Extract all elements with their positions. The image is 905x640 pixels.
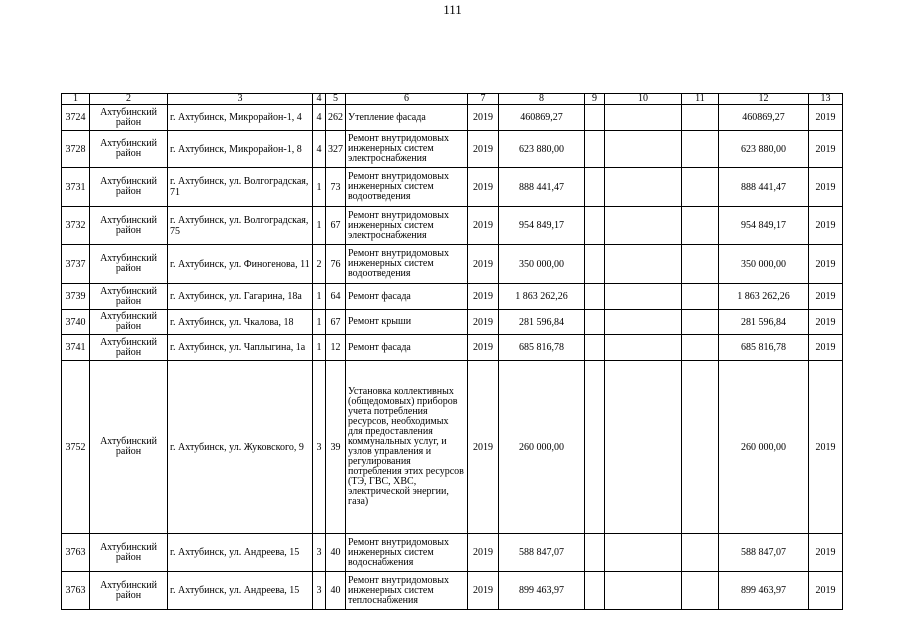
column-11-cell — [682, 284, 719, 310]
district-cell: Ахтубинский район — [90, 361, 168, 534]
address-cell: г. Ахтубинск, ул. Жуковского, 9 — [168, 361, 313, 534]
column-11-cell — [682, 572, 719, 610]
row-number: 3740 — [62, 310, 90, 335]
column-11-cell — [682, 207, 719, 245]
column-11-cell — [682, 534, 719, 572]
column-5-cell: 76 — [326, 245, 346, 284]
column-4-cell: 3 — [313, 534, 326, 572]
column-4-cell: 2 — [313, 245, 326, 284]
year-cell: 2019 — [468, 284, 499, 310]
year-cell: 2019 — [468, 361, 499, 534]
row-number: 3763 — [62, 572, 90, 610]
year-cell: 2019 — [468, 131, 499, 168]
year-cell: 2019 — [468, 168, 499, 207]
table-row — [62, 572, 843, 610]
table-row — [62, 245, 843, 284]
end-year-cell: 2019 — [809, 361, 843, 534]
total-cell: 954 849,17 — [719, 207, 809, 245]
table-row — [62, 207, 843, 245]
column-5-cell: 327 — [326, 131, 346, 168]
table-row — [62, 168, 843, 207]
column-11-cell — [682, 310, 719, 335]
district-cell: Ахтубинский район — [90, 310, 168, 335]
column-header: 2 — [90, 94, 168, 105]
column-9-cell — [585, 534, 605, 572]
row-number: 3732 — [62, 207, 90, 245]
end-year-cell: 2019 — [809, 245, 843, 284]
district-cell: Ахтубинский район — [90, 284, 168, 310]
end-year-cell: 2019 — [809, 207, 843, 245]
total-cell: 888 441,47 — [719, 168, 809, 207]
amount-cell: 588 847,07 — [499, 534, 585, 572]
amount-cell: 460869,27 — [499, 105, 585, 131]
work-type-cell: Ремонт крыши — [346, 310, 468, 335]
column-9-cell — [585, 572, 605, 610]
column-10-cell — [605, 361, 682, 534]
column-9-cell — [585, 168, 605, 207]
work-type-cell: Установка коллективных (общедомовых) приборов учета потребления ресурсов, необходимых для предоставления коммунальных услуг, и узлов управления и регулирования потребления этих ресурсов (ТЭ, ГВС, ХВС, электрической энергии, газа) — [346, 361, 468, 534]
column-header: 5 — [326, 94, 346, 105]
column-11-cell — [682, 168, 719, 207]
amount-cell: 888 441,47 — [499, 168, 585, 207]
district-cell: Ахтубинский район — [90, 207, 168, 245]
header-row — [62, 94, 843, 105]
work-type-cell: Ремонт внутридомовых инженерных систем водоотведения — [346, 245, 468, 284]
column-11-cell — [682, 335, 719, 361]
column-header: 13 — [809, 94, 843, 105]
address-cell: г. Ахтубинск, ул. Волгоградская, 75 — [168, 207, 313, 245]
table-row — [62, 534, 843, 572]
column-header: 4 — [313, 94, 326, 105]
work-type-cell: Ремонт внутридомовых инженерных систем теплоснабжения — [346, 572, 468, 610]
column-10-cell — [605, 335, 682, 361]
column-5-cell: 67 — [326, 310, 346, 335]
address-cell: г. Ахтубинск, ул. Волгоградская, 71 — [168, 168, 313, 207]
row-number: 3728 — [62, 131, 90, 168]
total-cell: 685 816,78 — [719, 335, 809, 361]
column-header: 6 — [346, 94, 468, 105]
column-4-cell: 3 — [313, 572, 326, 610]
column-header: 11 — [682, 94, 719, 105]
column-5-cell: 64 — [326, 284, 346, 310]
year-cell: 2019 — [468, 534, 499, 572]
column-11-cell — [682, 361, 719, 534]
column-4-cell: 1 — [313, 207, 326, 245]
column-10-cell — [605, 534, 682, 572]
column-5-cell: 40 — [326, 534, 346, 572]
year-cell: 2019 — [468, 245, 499, 284]
work-type-cell: Ремонт фасада — [346, 284, 468, 310]
work-type-cell: Утепление фасада — [346, 105, 468, 131]
column-10-cell — [605, 131, 682, 168]
column-4-cell: 1 — [313, 168, 326, 207]
table-row — [62, 310, 843, 335]
amount-cell: 685 816,78 — [499, 335, 585, 361]
year-cell: 2019 — [468, 572, 499, 610]
table-row — [62, 105, 843, 131]
address-cell: г. Ахтубинск, ул. Андреева, 15 — [168, 534, 313, 572]
end-year-cell: 2019 — [809, 572, 843, 610]
amount-cell: 350 000,00 — [499, 245, 585, 284]
amount-cell: 1 863 262,26 — [499, 284, 585, 310]
column-header: 12 — [719, 94, 809, 105]
district-cell: Ахтубинский район — [90, 534, 168, 572]
work-type-cell: Ремонт фасада — [346, 335, 468, 361]
end-year-cell: 2019 — [809, 310, 843, 335]
work-type-cell: Ремонт внутридомовых инженерных систем электроснабжения — [346, 131, 468, 168]
column-5-cell: 262 — [326, 105, 346, 131]
column-5-cell: 67 — [326, 207, 346, 245]
total-cell: 260 000,00 — [719, 361, 809, 534]
column-10-cell — [605, 207, 682, 245]
work-type-cell: Ремонт внутридомовых инженерных систем водоснабжения — [346, 534, 468, 572]
column-9-cell — [585, 284, 605, 310]
column-9-cell — [585, 105, 605, 131]
total-cell: 899 463,97 — [719, 572, 809, 610]
column-9-cell — [585, 131, 605, 168]
capital-repair-table — [61, 93, 843, 610]
address-cell: г. Ахтубинск, Микрорайон-1, 4 — [168, 105, 313, 131]
end-year-cell: 2019 — [809, 131, 843, 168]
row-number: 3752 — [62, 361, 90, 534]
amount-cell: 899 463,97 — [499, 572, 585, 610]
end-year-cell: 2019 — [809, 284, 843, 310]
column-header: 10 — [605, 94, 682, 105]
table-row — [62, 335, 843, 361]
row-number: 3739 — [62, 284, 90, 310]
end-year-cell: 2019 — [809, 105, 843, 131]
column-4-cell: 1 — [313, 284, 326, 310]
district-cell: Ахтубинский район — [90, 168, 168, 207]
column-11-cell — [682, 105, 719, 131]
row-number: 3731 — [62, 168, 90, 207]
end-year-cell: 2019 — [809, 534, 843, 572]
address-cell: г. Ахтубинск, ул. Чкалова, 18 — [168, 310, 313, 335]
column-4-cell: 1 — [313, 335, 326, 361]
end-year-cell: 2019 — [809, 168, 843, 207]
column-4-cell: 3 — [313, 361, 326, 534]
total-cell: 1 863 262,26 — [719, 284, 809, 310]
column-4-cell: 1 — [313, 310, 326, 335]
table-row — [62, 131, 843, 168]
amount-cell: 954 849,17 — [499, 207, 585, 245]
column-header: 1 — [62, 94, 90, 105]
column-4-cell: 4 — [313, 105, 326, 131]
page-number: 111 — [443, 2, 462, 17]
year-cell: 2019 — [468, 335, 499, 361]
column-5-cell: 12 — [326, 335, 346, 361]
address-cell: г. Ахтубинск, ул. Финогенова, 11 — [168, 245, 313, 284]
row-number: 3737 — [62, 245, 90, 284]
year-cell: 2019 — [468, 105, 499, 131]
column-4-cell: 4 — [313, 131, 326, 168]
column-9-cell — [585, 245, 605, 284]
table-row — [62, 284, 843, 310]
total-cell: 460869,27 — [719, 105, 809, 131]
total-cell: 281 596,84 — [719, 310, 809, 335]
address-cell: г. Ахтубинск, ул. Андреева, 15 — [168, 572, 313, 610]
total-cell: 588 847,07 — [719, 534, 809, 572]
district-cell: Ахтубинский район — [90, 131, 168, 168]
column-10-cell — [605, 310, 682, 335]
address-cell: г. Ахтубинск, ул. Чаплыгина, 1а — [168, 335, 313, 361]
row-number: 3741 — [62, 335, 90, 361]
year-cell: 2019 — [468, 207, 499, 245]
district-cell: Ахтубинский район — [90, 245, 168, 284]
end-year-cell: 2019 — [809, 335, 843, 361]
column-5-cell: 39 — [326, 361, 346, 534]
column-5-cell: 73 — [326, 168, 346, 207]
column-11-cell — [682, 245, 719, 284]
year-cell: 2019 — [468, 310, 499, 335]
district-cell: Ахтубинский район — [90, 572, 168, 610]
work-type-cell: Ремонт внутридомовых инженерных систем электроснабжения — [346, 207, 468, 245]
column-10-cell — [605, 572, 682, 610]
row-number: 3724 — [62, 105, 90, 131]
total-cell: 350 000,00 — [719, 245, 809, 284]
column-header: 8 — [499, 94, 585, 105]
row-number: 3763 — [62, 534, 90, 572]
column-10-cell — [605, 284, 682, 310]
district-cell: Ахтубинский район — [90, 105, 168, 131]
column-10-cell — [605, 105, 682, 131]
column-header: 9 — [585, 94, 605, 105]
column-11-cell — [682, 131, 719, 168]
address-cell: г. Ахтубинск, Микрорайон-1, 8 — [168, 131, 313, 168]
amount-cell: 260 000,00 — [499, 361, 585, 534]
amount-cell: 623 880,00 — [499, 131, 585, 168]
column-5-cell: 40 — [326, 572, 346, 610]
column-9-cell — [585, 310, 605, 335]
column-header: 7 — [468, 94, 499, 105]
amount-cell: 281 596,84 — [499, 310, 585, 335]
column-10-cell — [605, 168, 682, 207]
column-9-cell — [585, 361, 605, 534]
column-9-cell — [585, 335, 605, 361]
district-cell: Ахтубинский район — [90, 335, 168, 361]
column-9-cell — [585, 207, 605, 245]
address-cell: г. Ахтубинск, ул. Гагарина, 18а — [168, 284, 313, 310]
work-type-cell: Ремонт внутридомовых инженерных систем водоотведения — [346, 168, 468, 207]
total-cell: 623 880,00 — [719, 131, 809, 168]
table-row — [62, 361, 843, 534]
column-10-cell — [605, 245, 682, 284]
column-header: 3 — [168, 94, 313, 105]
